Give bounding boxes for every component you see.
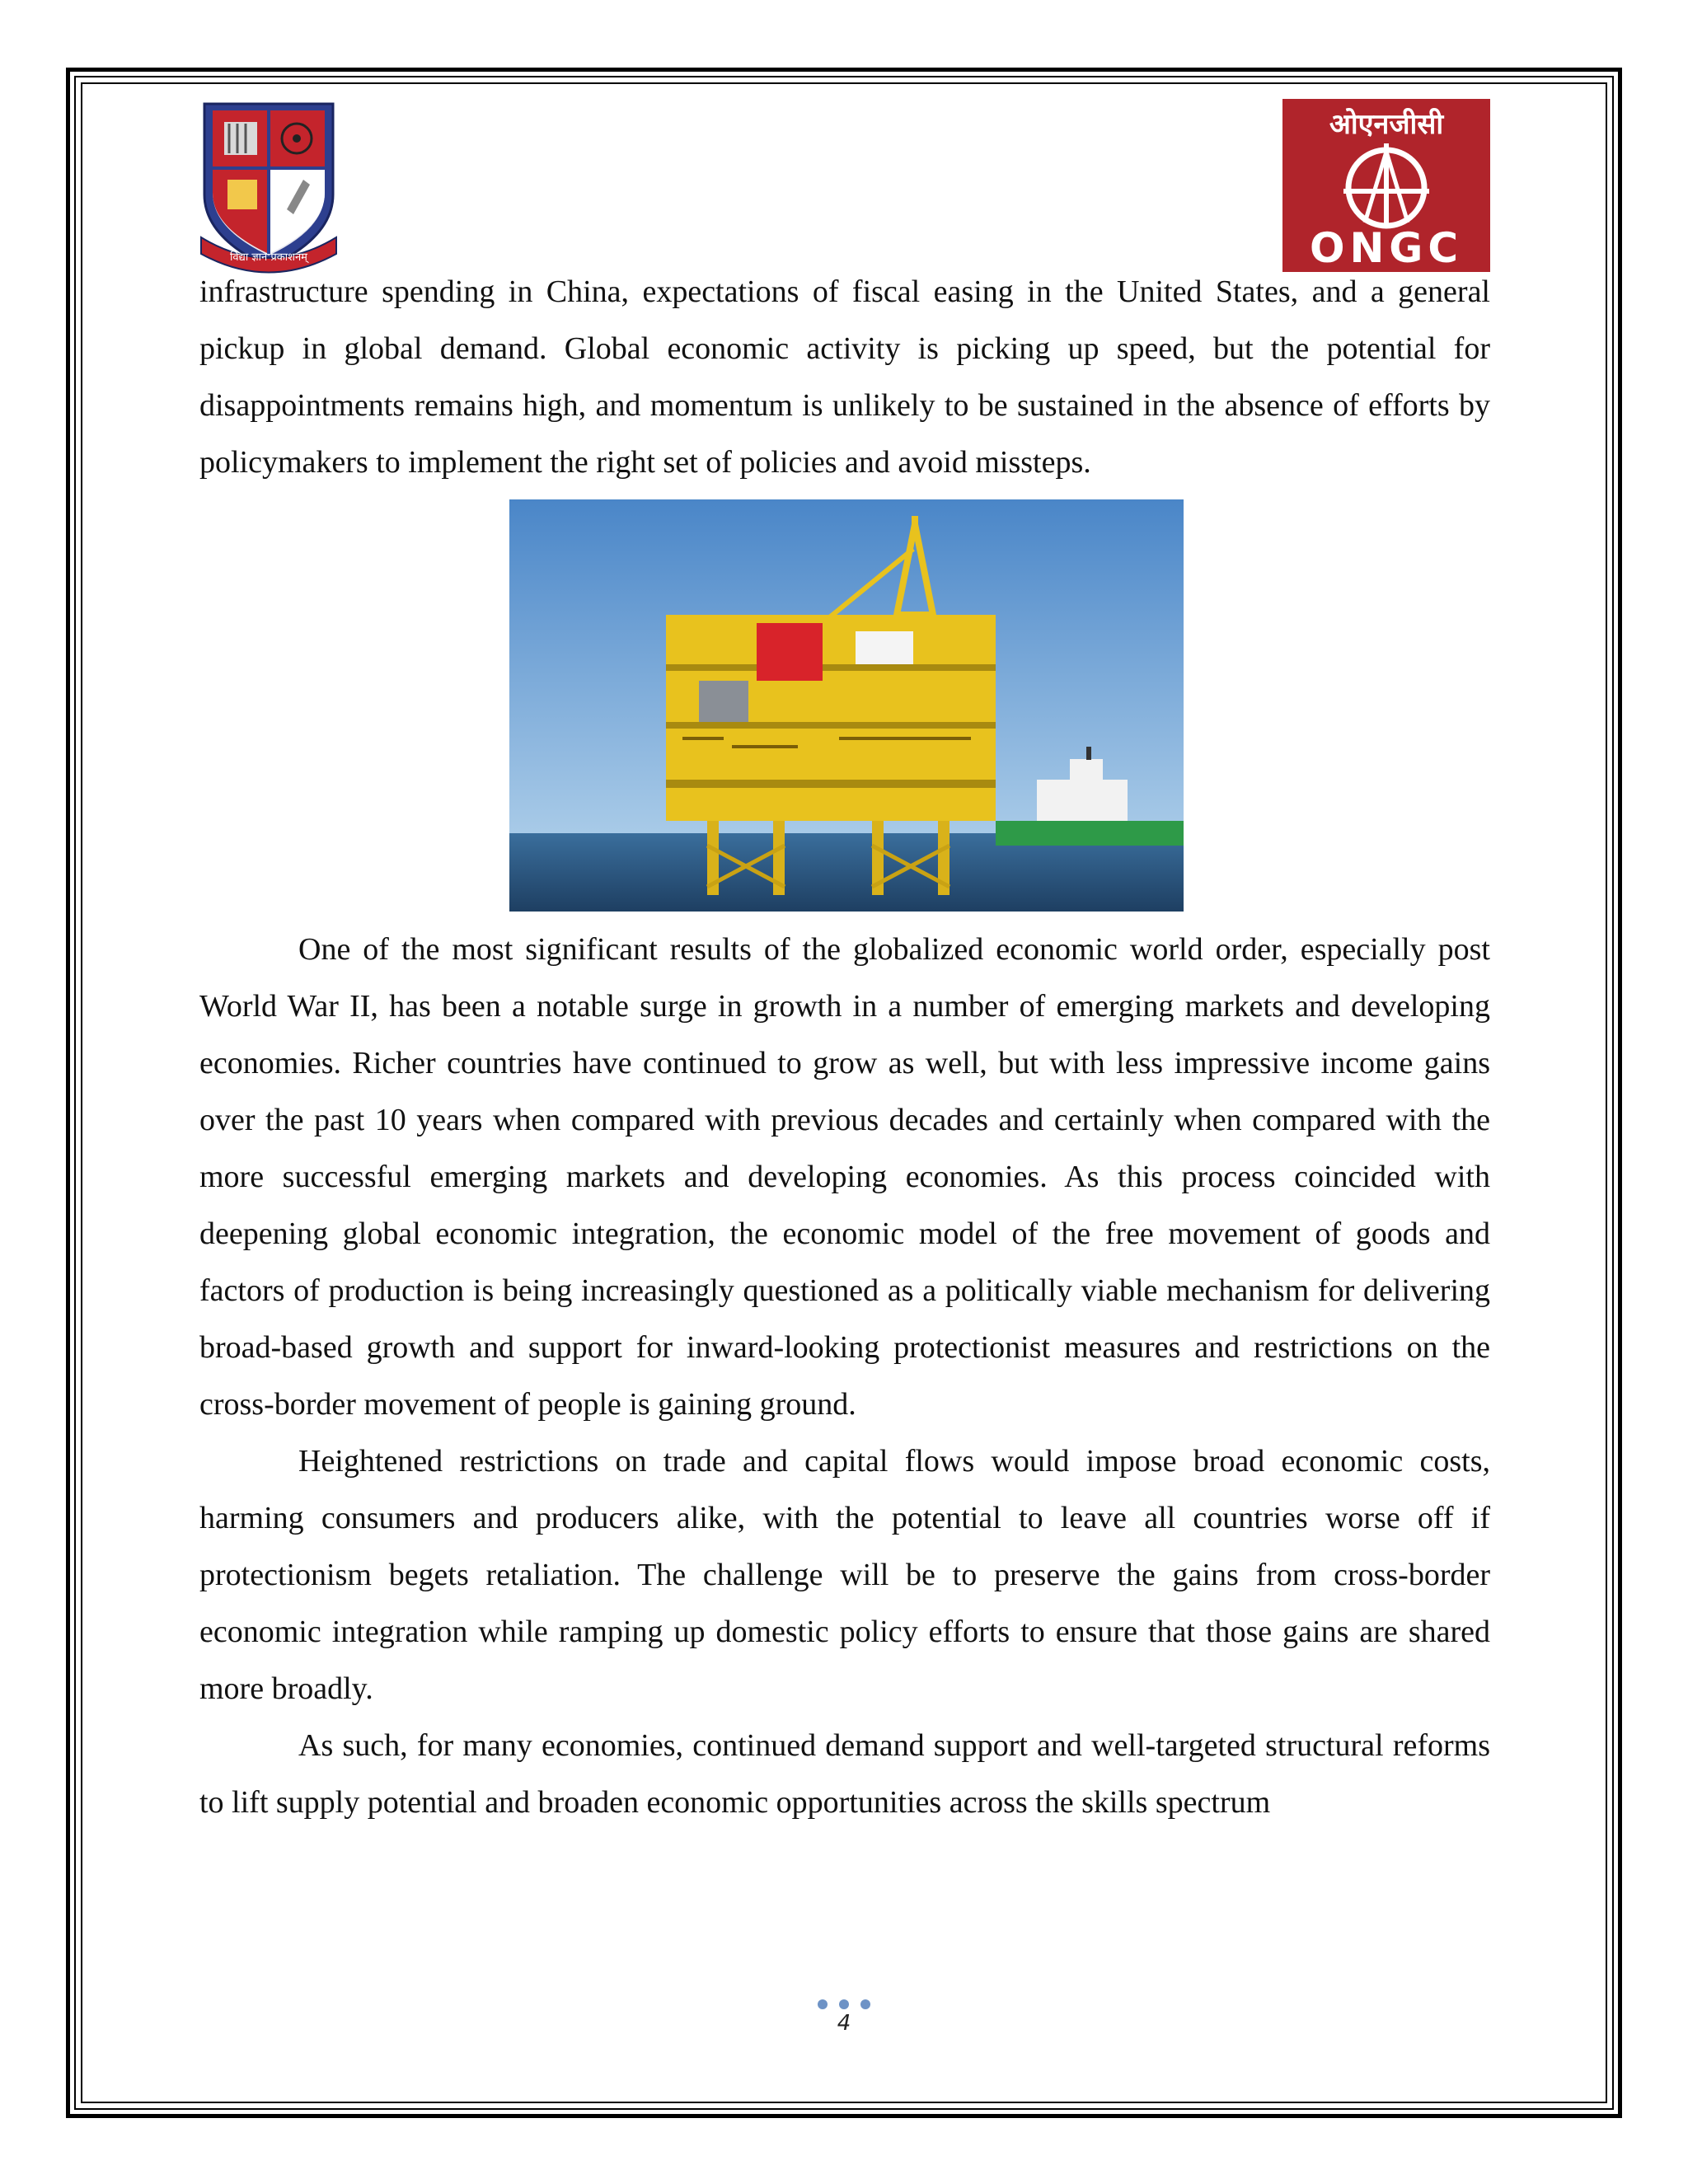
footer-dots-icon [814, 1999, 880, 2011]
page-number: 4 [837, 2011, 851, 2036]
ongc-logo [1282, 99, 1490, 272]
paragraph-text: infrastructure spending in China, expectations of fiscal easing in the United States, and a general pickup in global demand. Global economic activity is picking up speed, but the potential for disappointments remains high, and momentum is unlikely to be sustained in the absence of efforts by policymakers to implement the right set of policies and avoid missteps. [199, 274, 1490, 480]
ongc-logo-brand-text: ONGC [1309, 224, 1464, 272]
paragraph-text: As such, for many economies, continued demand support and well-targeted structural reforms to lift supply potential and broaden economic opportunities across the skills spectrum [199, 1728, 1490, 1820]
ongc-emblem-icon [1332, 140, 1441, 231]
ongc-logo-hindi-text: ओएनजीसी [1329, 108, 1444, 141]
paragraph-text: Heightened restrictions on trade and capital flows would impose broad economic costs, harming consumers and producers alike, with the potential to leave all countries worse off if protectionism begets retaliation. The challenge will be to preserve the gains from cross-border economic integration while ramping up domestic policy efforts to ensure that those gains are shared more broadly. [199, 1444, 1490, 1706]
paragraph-text: One of the most significant results of the globalized economic world order, especially post World War II, has been a notable surge in growth in a number of emerging markets and developing economies. Richer countries have continued to grow as well, but with less impressive income gains over the past 10 years when compared with previous decades and certainly when compared with the more successful emerging markets and developing economies. As this process coincided with deepening global economic integration, the economic model of the free movement of goods and factors of production is being increasingly questioned as a politically viable mechanism for delivering broad-based growth and support for inward-looking protectionist measures and restrictions on the cross-border movement of people is gaining ground. [199, 932, 1490, 1422]
svg-text:विद्या ज्ञान प्रकाशनम्: विद्या ज्ञान प्रकाशनम् [230, 251, 307, 264]
body-paragraphs [199, 921, 1490, 1831]
offshore-platform-photo [509, 499, 1184, 912]
university-crest-icon [195, 97, 343, 279]
body-paragraph-continued [199, 264, 1490, 491]
